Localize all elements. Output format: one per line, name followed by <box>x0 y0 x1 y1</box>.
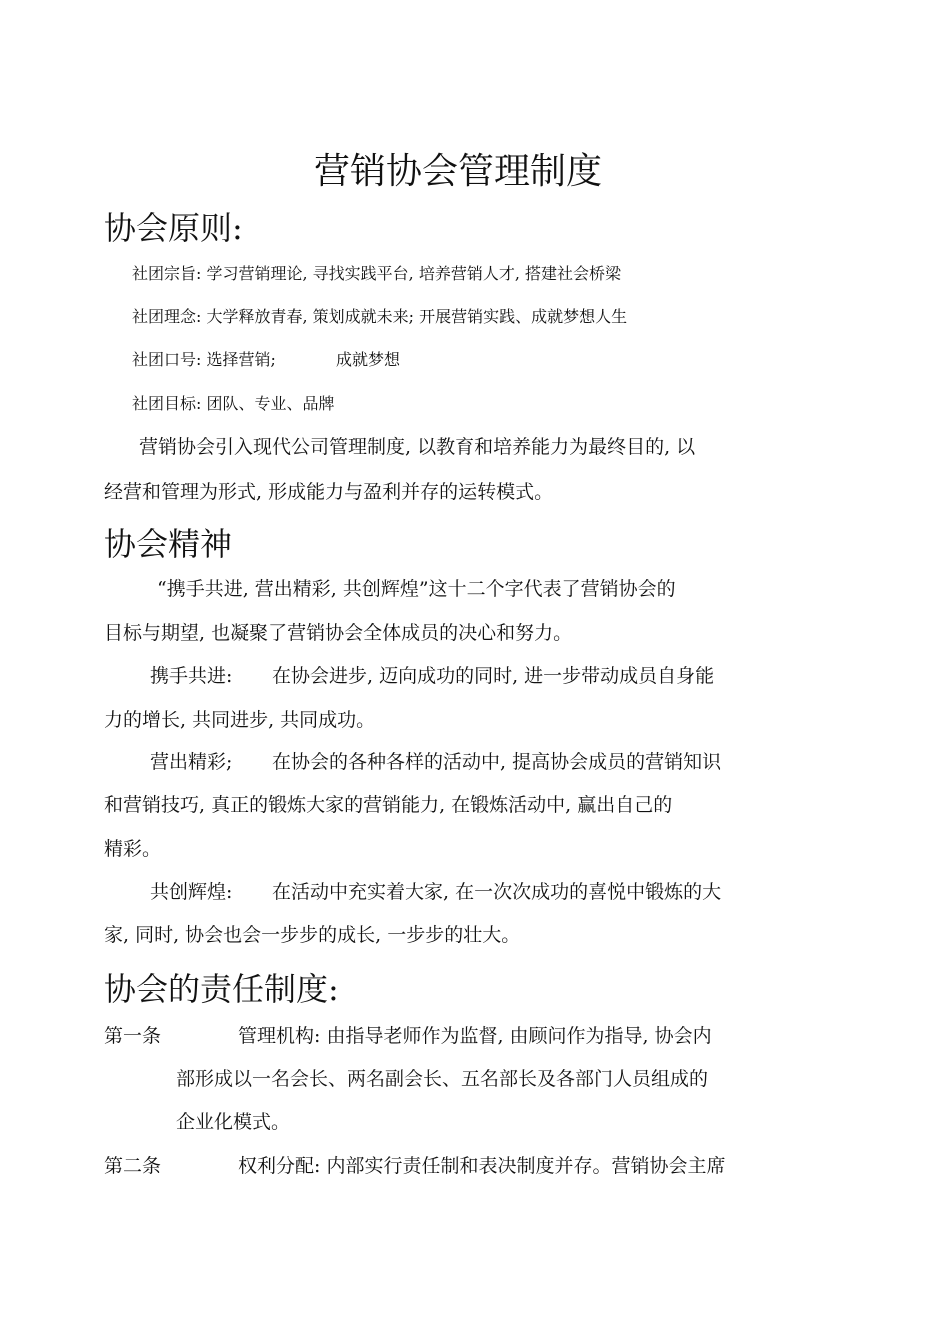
article-2-line-1: 权利分配: 内部实行责任制和表决制度并存。营销协会主席 <box>238 1155 726 1177</box>
spirit-p1-line-2: 目标与期望, 也凝聚了营销协会全体成员的决心和努力。 <box>104 622 573 644</box>
spirit-p3-line-3: 精彩。 <box>104 838 162 860</box>
club-goal: 社团目标: 团队、专业、品牌 <box>132 394 335 413</box>
spirit-p1-line-1: “携手共进, 营出精彩, 共创辉煌”这十二个字代表了营销协会的 <box>157 578 676 600</box>
club-tenet: 社团宗旨: 学习营销理论, 寻找实践平台, 培养营销人才, 搭建社会桥梁 <box>132 264 621 283</box>
page-title: 营销协会管理制度 <box>313 151 602 192</box>
spirit-p3-line-2: 和营销技巧, 真正的锻炼大家的营销能力, 在锻炼活动中, 赢出自己的 <box>104 794 673 816</box>
spirit-p4-label: 共创辉煌: <box>150 881 233 903</box>
section-heading-principles: 协会原则: <box>104 209 243 247</box>
spirit-p2-label: 携手共进: <box>150 665 233 687</box>
spirit-p3-label: 营出精彩; <box>150 751 233 773</box>
section-heading-spirit: 协会精神 <box>104 525 233 563</box>
article-1-line-2: 部形成以一名会长、两名副会长、五名部长及各部门人员组成的 <box>176 1068 709 1090</box>
article-1-line-3: 企业化模式。 <box>176 1111 291 1133</box>
section-heading-responsibility: 协会的责任制度: <box>104 970 339 1008</box>
spirit-p4-line-1: 在活动中充实着大家, 在一次次成功的喜悦中锻炼的大 <box>272 881 722 903</box>
spirit-p3-line-1: 在协会的各种各样的活动中, 提高协会成员的营销知识 <box>272 751 722 773</box>
spirit-p2-line-2: 力的增长, 共同进步, 共同成功。 <box>104 709 376 731</box>
intro-line-2: 经营和管理为形式, 形成能力与盈利并存的运转模式。 <box>104 481 554 503</box>
article-1-number: 第一条 <box>104 1025 162 1047</box>
article-1-line-1: 管理机构: 由指导老师作为监督, 由顾问作为指导, 协会内 <box>238 1025 712 1047</box>
spirit-p4-line-2: 家, 同时, 协会也会一步步的成长, 一步步的壮大。 <box>104 924 521 946</box>
club-slogan-label: 社团口号: 选择营销; <box>132 350 276 369</box>
club-idea: 社团理念: 大学释放青春, 策划成就未来; 开展营销实践、成就梦想人生 <box>132 307 628 326</box>
club-slogan-value: 成就梦想 <box>336 350 401 369</box>
spirit-p2-line-1: 在协会进步, 迈向成功的同时, 进一步带动成员自身能 <box>272 665 715 687</box>
intro-line-1: 营销协会引入现代公司管理制度, 以教育和培养能力为最终目的, 以 <box>139 436 696 458</box>
article-2-number: 第二条 <box>104 1155 162 1177</box>
